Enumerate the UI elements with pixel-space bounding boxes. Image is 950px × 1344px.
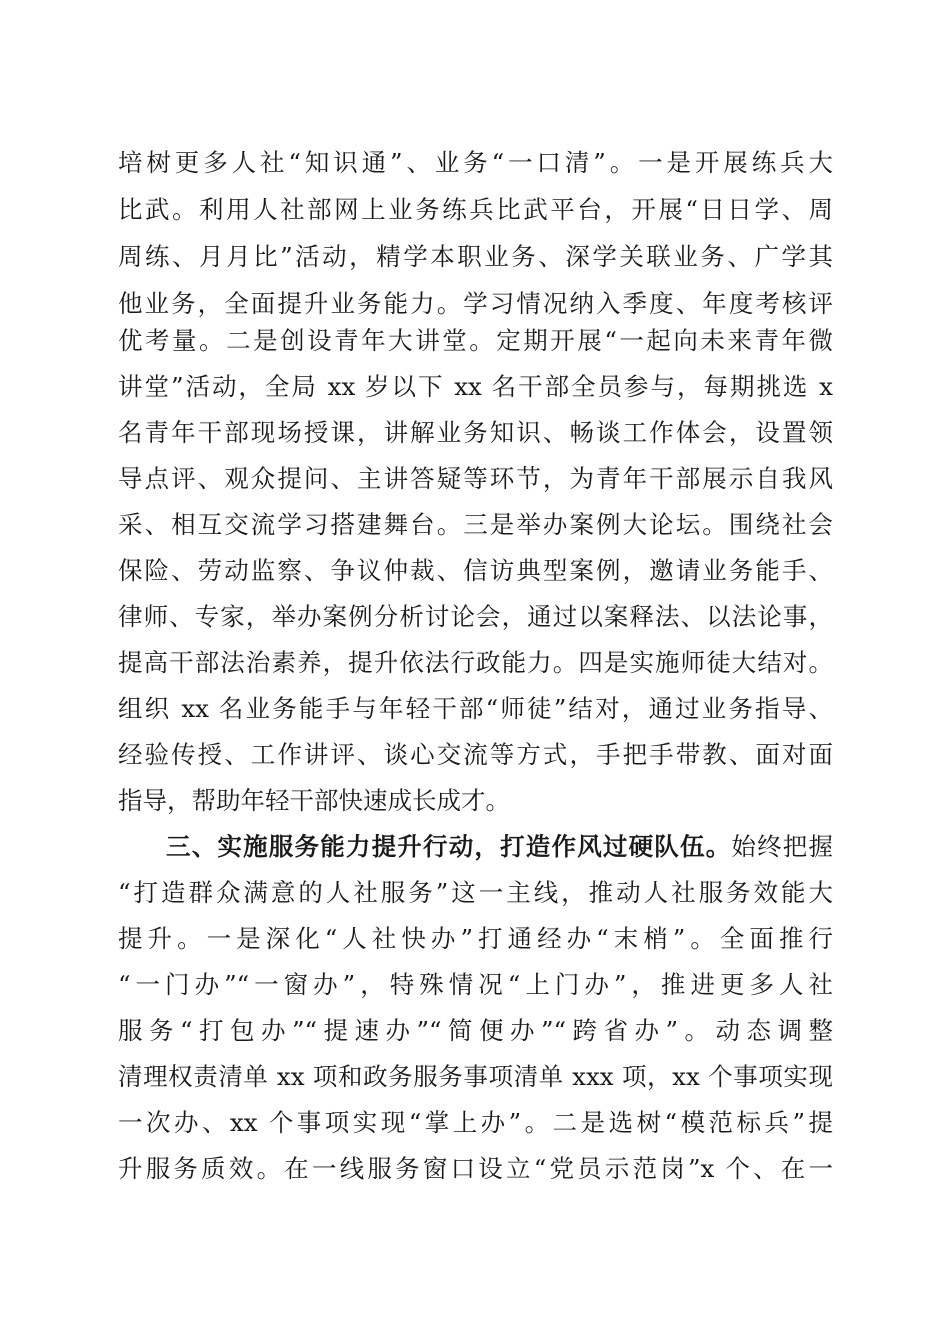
text-line: 组织 xx 名业务能手与年轻干部“师徒”结对，通过业务指导、 [118, 694, 833, 723]
text-line: 名青年干部现场授课，讲解业务知识、畅谈工作体会，设置领 [118, 418, 833, 447]
text-line: “一门办”“一窗办”，特殊情况“上门办”，推进更多人社 [118, 970, 833, 999]
text-line: 指导，帮助年轻干部快速成长成才。 [118, 786, 510, 815]
heading-line-rest: 始终把握 [731, 832, 834, 861]
text-line: 优考量。二是创设青年大讲堂。定期开展“一起向未来青年微 [118, 326, 833, 355]
text-line: 保险、劳动监察、争议仲裁、信访典型案例，邀请业务能手、 [118, 556, 833, 585]
text-line: 升服务质效。在一线服务窗口设立“党员示范岗”x 个、在一 [118, 1154, 833, 1183]
text-line: 比武。利用人社部网上业务练兵比武平台，开展“日日学、周 [118, 195, 833, 224]
text-line: 一次办、xx 个事项实现“掌上办”。二是选树“模范标兵”提 [118, 1108, 833, 1137]
text-line: 提高干部法治素养，提升依法行政能力。四是实施师徒大结对。 [118, 648, 833, 677]
text-line: 律师、专家，举办案例分析讨论会，通过以案释法、以法论事， [118, 602, 833, 631]
text-line: “打造群众满意的人社服务”这一主线，推动人社服务效能大 [118, 878, 833, 907]
text-line: 经验传授、工作讲评、谈心交流等方式，手把手带教、面对面 [118, 740, 833, 769]
text-line: 讲堂”活动，全局 xx 岁以下 xx 名干部全员参与，每期挑选 x [118, 372, 833, 401]
text-line: 提升。一是深化“人社快办”打通经办“末梢”。全面推行 [118, 924, 833, 953]
section-heading-line [166, 827, 833, 867]
text-line: 服务“打包办”“提速办”“简便办”“跨省办”。动态调整 [118, 1016, 833, 1045]
text-line: 导点评、观众提问、主讲答疑等环节，为青年干部展示自我风 [118, 464, 833, 493]
text-line: 周练、月月比”活动，精学本职业务、深学关联业务、广学其 [118, 242, 833, 271]
section-heading: 三、实施服务能力提升行动，打造作风过硬队伍。 [166, 832, 732, 861]
text-line: 采、相互交流学习搭建舞台。三是举办案例大论坛。围绕社会 [118, 510, 833, 539]
text-line: 培树更多人社“知识通”、业务“一口清”。一是开展练兵大 [118, 148, 833, 177]
text-line: 他业务，全面提升业务能力。学习情况纳入季度、年度考核评 [118, 289, 833, 318]
text-line: 清理权责清单 xx 项和政务服务事项清单 xxx 项，xx 个事项实现 [118, 1062, 833, 1091]
